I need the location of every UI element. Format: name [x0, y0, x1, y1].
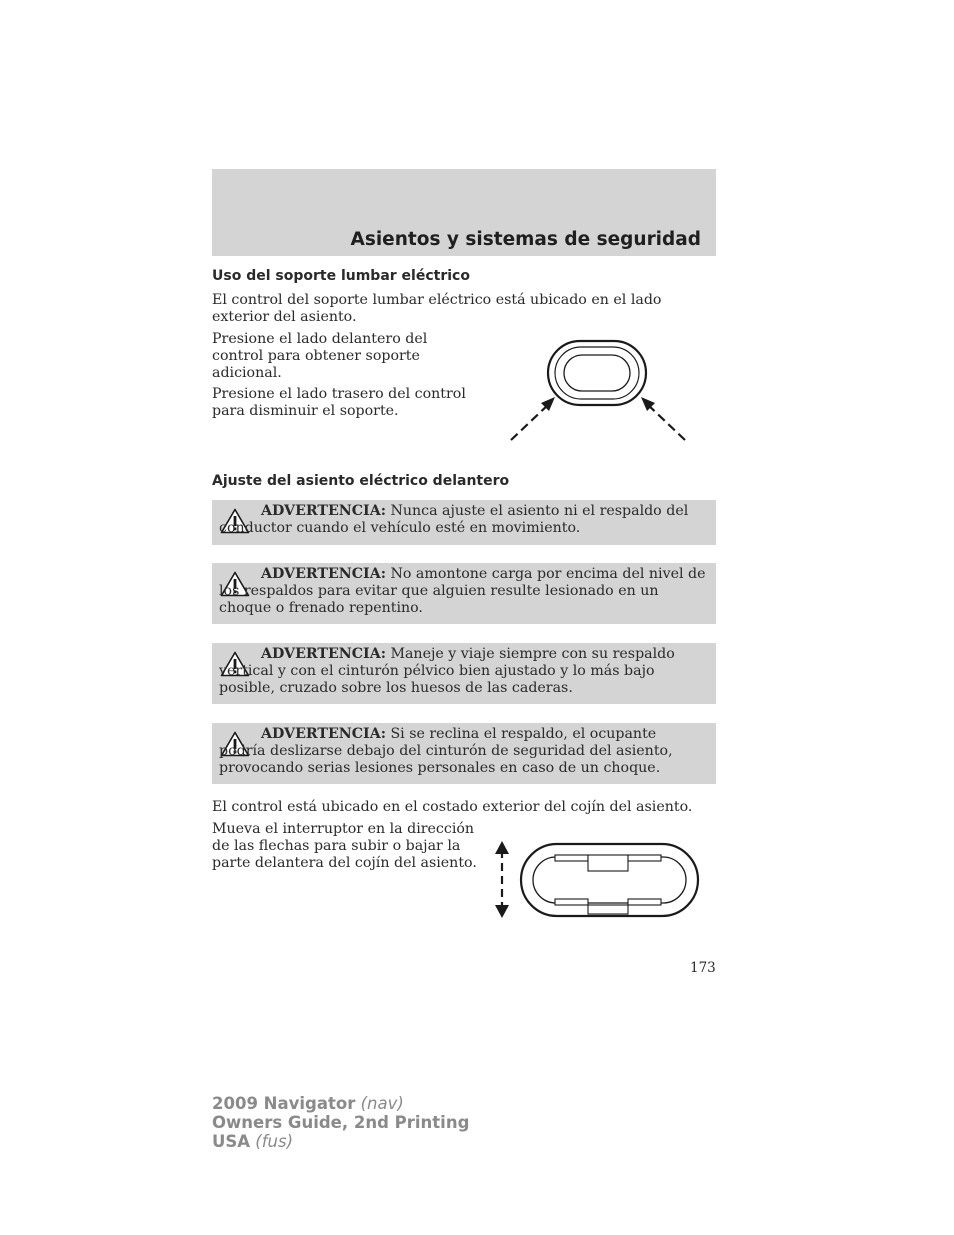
paragraph-lumbar-rear: Presione el lado trasero del control para disminuir el soporte.	[212, 386, 466, 419]
seat-cushion-switch-icon	[488, 838, 703, 923]
paragraph-lumbar-front: Presione el lado delantero del control para obtener soporte adicional.	[212, 331, 428, 381]
warning-label: ADVERTENCIA:	[261, 646, 386, 662]
footer-model: 2009 Navigator	[212, 1094, 356, 1113]
footer-line-2	[212, 1113, 469, 1132]
paragraph-cushion-location: El control está ubicado en el costado exterior del cojín del asiento.	[212, 799, 693, 815]
warning-box	[212, 643, 716, 704]
warning-text	[219, 566, 706, 617]
page-title: Asientos y sistemas de seguridad	[350, 229, 701, 250]
warning-body: Maneje y viaje siempre con su respaldo vertical y con el cinturón pélvico bien ajustado y lo más bajo posible, cruzado sobre los huesos de las caderas.	[219, 646, 675, 696]
warning-box	[212, 723, 716, 784]
footer-line-3	[212, 1132, 469, 1151]
footer-line-1	[212, 1094, 469, 1113]
heading-power-seat: Ajuste del asiento eléctrico delantero	[212, 473, 510, 489]
warning-body: No amontone carga por encima del nivel de los respaldos para evitar que alguien resulte lesionado en un choque o frenado repentino.	[219, 566, 706, 616]
footer-region-code: (fus)	[250, 1132, 294, 1151]
warning-label: ADVERTENCIA:	[261, 503, 386, 519]
section-header-band	[212, 169, 716, 256]
warning-box	[212, 563, 716, 624]
warning-text	[219, 503, 706, 537]
footer	[212, 1094, 469, 1151]
footer-printing: Owners Guide, 2nd Printing	[212, 1113, 470, 1132]
warning-text	[219, 726, 706, 777]
warning-box	[212, 500, 716, 545]
page-number: 173	[690, 960, 716, 976]
warning-text	[219, 646, 706, 697]
paragraph-cushion-instructions: Mueva el interruptor en la dirección de las flechas para subir o bajar la parte delantera del cojín del asiento.	[212, 821, 477, 871]
footer-region: USA	[212, 1132, 251, 1151]
footer-model-code: (nav)	[355, 1094, 404, 1113]
warning-body: Si se reclina el respaldo, el ocupante podría deslizarse debajo del cinturón de seguridad del asiento, provocando serias lesiones personales en caso de un choque.	[219, 726, 673, 776]
warning-label: ADVERTENCIA:	[261, 566, 386, 582]
paragraph-lumbar-location: El control del soporte lumbar eléctrico está ubicado en el lado exterior del asiento.	[212, 292, 662, 325]
lumbar-switch-icon	[500, 335, 700, 450]
warning-label: ADVERTENCIA:	[261, 726, 386, 742]
heading-lumbar: Uso del soporte lumbar eléctrico	[212, 268, 470, 284]
warning-body: Nunca ajuste el asiento ni el respaldo del conductor cuando el vehículo esté en movimiento.	[219, 503, 689, 536]
